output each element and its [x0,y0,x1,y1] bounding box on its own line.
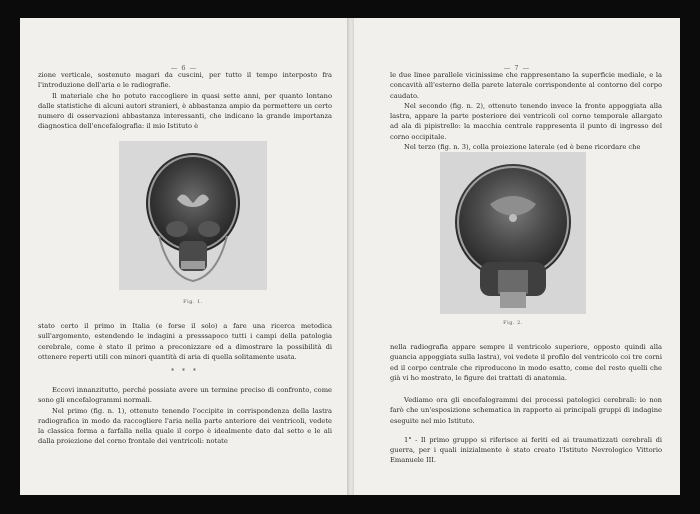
skull-xray-frontal [119,141,267,290]
left-bottom-text [38,385,332,447]
paragraph: Vediamo ora gli encefalogrammi dei processi patologici cerebrali: io non farò che un'esposizione schematica in rapporto ai principali gruppi di indagine eseguite nel mio Istituto. [390,396,662,425]
xray-figure-1 [119,141,267,290]
right-top-text [390,70,662,152]
left-page [20,18,348,495]
right-page [354,18,680,495]
paragraph: zione verticale, sostenuto magari da cuscini, per tutto il tempo interposto fra l'introduzione dell'aria e le radiografie. [38,71,332,90]
left-page-number: — 6 — [170,64,198,72]
left-top-text [38,70,332,132]
left-middle-text [38,321,332,362]
paragraph: Nel secondo (fig. n. 2), ottenuto tenendo invece la fronte appoggiata alla lastra, appare la parte posteriore dei ventricoli col corno temporale allargato ad ala di pipistrello: la macchia centrale rappresenta il punto di ingresso del corno occipitale. [390,101,662,141]
section-separator: * * * [171,368,199,375]
paragraph: nella radiografia appare sempre il ventricolo superiore, opposto quindi alla guancia appoggiata sulla lastra), voi vedete il profilo del ventricolo coi tre corni ed il corpo centrale che riproducono in modo esatto, come del resto quelli che già vi ho mostrato, le figure dei trattati di anatomia. [390,343,662,382]
paragraph: le due linee parallele vicinissime che rappresentano la superficie mediale, e la concavità all'esterno della parete laterale corrispondente al contorno del corpo caudato. [390,71,662,100]
figure-2-caption: Fig. 2. [503,320,523,326]
skull-xray-posterior [440,152,586,314]
xray-figure-2 [440,152,586,314]
paragraph: Eccovi innanzitutto, perché possiate avere un termine preciso di confronto, come sono gli encefalogrammi normali. [38,386,332,405]
figure-1-caption: Fig. 1. [183,299,203,305]
paragraph: Il materiale che ho potuto raccogliere in quasi sette anni, per quanto lontano dalle statistiche di alcuni autori stranieri, è abbastanza ampio da permettere un certo numero di osservazioni abbastanza interessanti, che indicano la grande importanza diagnostica dell'encefalografia: il mio Istituto è [38,91,332,131]
paragraph: stato certo il primo in Italia (e forse il solo) a fare una ricerca metodica sull'argomento, estendendo le indagini a presssapoco tutti i campi della patologia cerebrale, come è stato il primo a preconizzare ed a dimostrare la possibilità di ottenere reperti utili con minori quantità di aria di quella solitamente usata. [38,322,332,361]
right-page-number: — 7 — [503,64,531,72]
paragraph: Nel terzo (fig. n. 3), colla proiezione laterale (ed è bene ricordare che [404,143,641,152]
right-bottom-text [390,395,662,466]
right-middle-text [390,342,662,383]
paragraph: Nel primo (fig. n. 1), ottenuto tenendo l'occipite in corrispondenza della lastra radiografica in modo da raccogliere l'aria nella parte anteriore dei ventricoli, vedete la classica forma a farfalla nella quale il corpo è idealmente dato dal setto e le ali dalla proiezione del corno frontale dei ventricoli: notate [38,406,332,446]
paragraph: 1° - Il primo gruppo si riferisce ai feriti ed ai traumatizzati cerebrali di guerra, per i quali inizialmente è stato creato l'Istituto Nevrologico Vittorio Emanuele III. [390,435,662,465]
